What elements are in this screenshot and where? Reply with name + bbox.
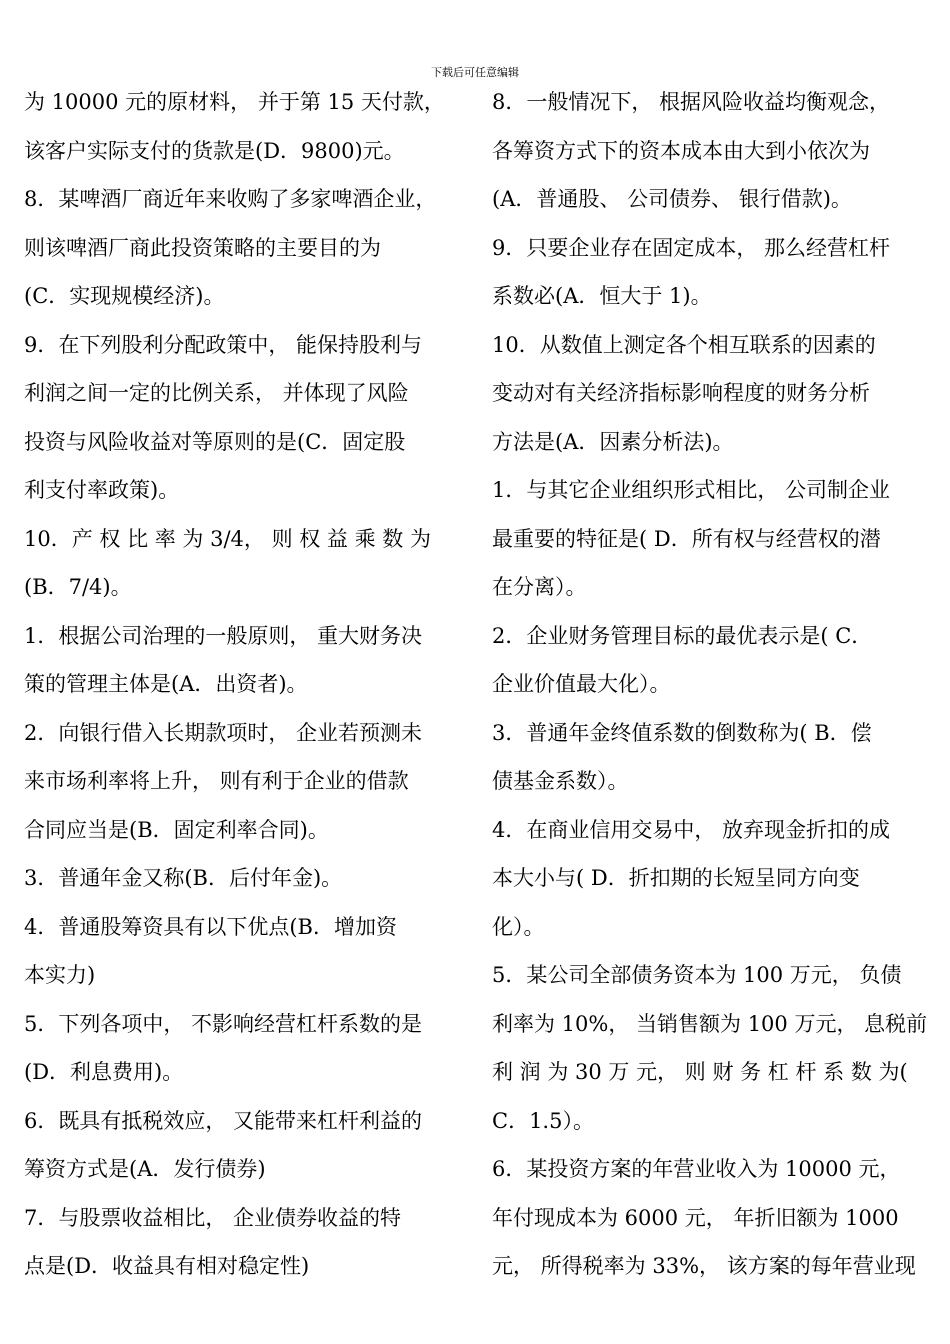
text-line: 本实力): [24, 963, 96, 987]
text-line: 4．普通股筹资具有以下优点(B．增加资: [24, 914, 397, 939]
text-line: 2．企业财务管理目标的最优表示是( C．: [492, 623, 873, 648]
text-line: 3．普通年金终值系数的倒数称为( B．偿: [492, 720, 872, 745]
text-line: 系数必(A．恒大于 1)。: [492, 284, 712, 308]
text-line: 6．既具有抵税效应， 又能带来杠杆利益的: [24, 1108, 423, 1133]
text-line: (A．普通股、 公司债券、 银行借款)。: [492, 187, 852, 211]
text-line: 为 10000 元的原材料， 并于第 15 天付款，: [24, 90, 445, 114]
text-line: 来市场利率将上升， 则有利于企业的借款: [24, 769, 409, 793]
text-line: 利支付率政策)。: [24, 478, 180, 502]
text-line: 10．从数值上测定各个相互联系的因素的: [492, 332, 876, 357]
page-header: 下载后可任意编辑: [431, 66, 519, 79]
text-line: 10．产 权 比 率 为 3/4， 则 权 益 乘 数 为: [24, 526, 431, 551]
text-line: 年付现成本为 6000 元， 年折旧额为 1000: [492, 1205, 899, 1230]
left-column: [24, 78, 464, 1291]
text-line: 1．根据公司治理的一般原则， 重大财务决: [24, 623, 423, 648]
text-line: 3．普通年金又称(B．后付年金)。: [24, 866, 343, 890]
text-line: 方法是(A．因素分析法)。: [492, 429, 734, 454]
text-line: 变动对有关经济指标影响程度的财务分析: [492, 381, 870, 405]
text-line: (C．实现规模经济)。: [24, 284, 225, 308]
text-line: 5．某公司全部债务资本为 100 万元， 负债: [492, 963, 902, 987]
text-line: 9．只要企业存在固定成本， 那么经营杠杆: [492, 235, 891, 260]
text-line: C．1.5）。: [492, 1108, 594, 1133]
text-line: 各筹资方式下的资本成本由大到小依次为: [492, 138, 870, 163]
text-line: 在分离）。: [492, 575, 587, 599]
text-line: 9．在下列股利分配政策中， 能保持股利与: [24, 332, 423, 357]
text-line: 化）。: [492, 914, 545, 939]
text-line: 本大小与( D．折扣期的长短呈同方向变: [492, 866, 860, 890]
text-line: 8．一般情况下， 根据风险收益均衡观念，: [492, 90, 891, 114]
text-line: 该客户实际支付的货款是(D．9800)元。: [24, 138, 405, 163]
text-line: 6．某投资方案的年营业收入为 10000 元，: [492, 1157, 901, 1181]
text-line: 元， 所得税率为 33%， 该方案的每年营业现: [492, 1254, 916, 1278]
text-line: 筹资方式是(A．发行债券): [24, 1157, 266, 1181]
text-line: 最重要的特征是( D．所有权与经营权的潜: [492, 526, 881, 551]
text-line: 债基金系数）。: [492, 769, 629, 793]
text-line: 合同应当是(B．固定利率合同)。: [24, 817, 329, 842]
text-line: 利率为 10%， 当销售额为 100 万元， 息税前: [492, 1011, 928, 1036]
text-line: (D．利息费用)。: [24, 1060, 184, 1084]
text-line: 投资与风险收益对等原则的是(C．固定股: [24, 429, 406, 454]
right-column: [492, 78, 928, 1291]
text-line: 则该啤酒厂商此投资策略的主要目的为: [24, 235, 381, 260]
text-line: 5．下列各项中， 不影响经营杠杆系数的是: [24, 1011, 423, 1036]
text-line: 企业价值最大化）。: [492, 672, 671, 696]
text-line: 2．向银行借入长期款项时， 企业若预测未: [24, 720, 423, 745]
text-line: (B．7/4)。: [24, 575, 132, 599]
text-line: 8．某啤酒厂商近年来收购了多家啤酒企业，: [24, 187, 437, 211]
text-line: 利 润 为 30 万 元， 则 财 务 杠 杆 系 数 为(: [492, 1060, 908, 1084]
text-line: 7．与股票收益相比， 企业债券收益的特: [24, 1205, 402, 1230]
text-line: 策的管理主体是(A．出资者)。: [24, 672, 308, 696]
text-line: 4．在商业信用交易中， 放弃现金折扣的成: [492, 817, 891, 842]
text-line: 1．与其它企业组织形式相比， 公司制企业: [492, 478, 891, 502]
text-line: 点是(D．收益具有相对稳定性): [24, 1254, 310, 1278]
text-line: 利润之间一定的比例关系， 并体现了风险: [24, 381, 409, 405]
